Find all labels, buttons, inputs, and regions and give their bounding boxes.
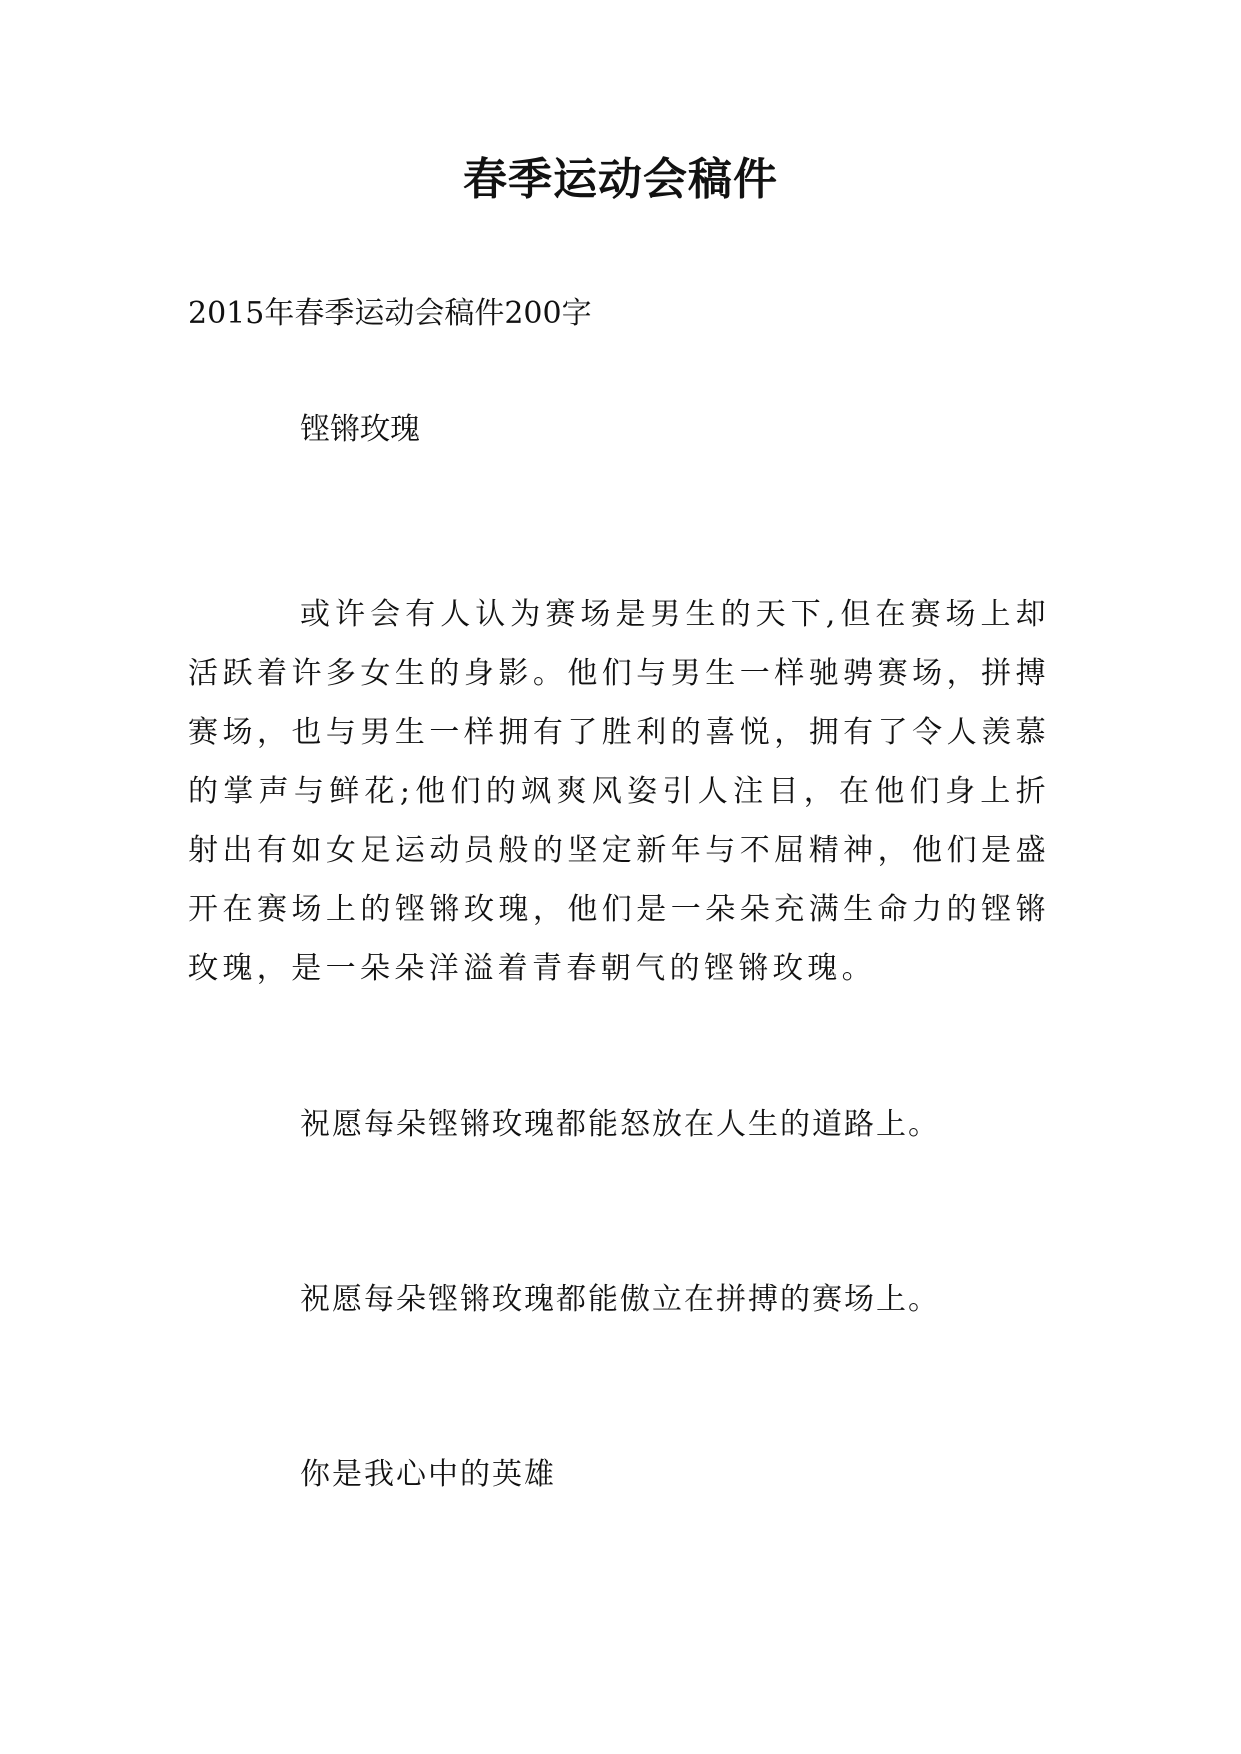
section-heading: 你是我心中的英雄	[300, 1457, 556, 1492]
document-title: 春季运动会稿件	[463, 154, 778, 205]
body-paragraph: 或许会有人认为赛场是男生的天下,但在赛场上却活跃着许多女生的身影。他们与男生一样驰骋赛场，拼搏赛场，也与男生一样拥有了胜利的喜悦，拥有了令人羡慕的掌声与鲜花;他们的飒爽风姿引人注目，在他们身上折射出有如女足运动员般的坚定新年与不屈精神，他们是盛开在赛场上的铿锵玫瑰，他们是一朵朵充满生命力的铿锵玫瑰，是一朵朵洋溢着青春朝气的铿锵玫瑰。	[188, 597, 1050, 986]
document-subtitle: 2015年春季运动会稿件200字	[188, 296, 592, 331]
section-heading: 铿锵玫瑰	[300, 412, 420, 447]
wish-line: 祝愿每朵铿锵玫瑰都能怒放在人生的道路上。	[300, 1107, 940, 1142]
wish-line: 祝愿每朵铿锵玫瑰都能傲立在拼搏的赛场上。	[300, 1282, 940, 1317]
